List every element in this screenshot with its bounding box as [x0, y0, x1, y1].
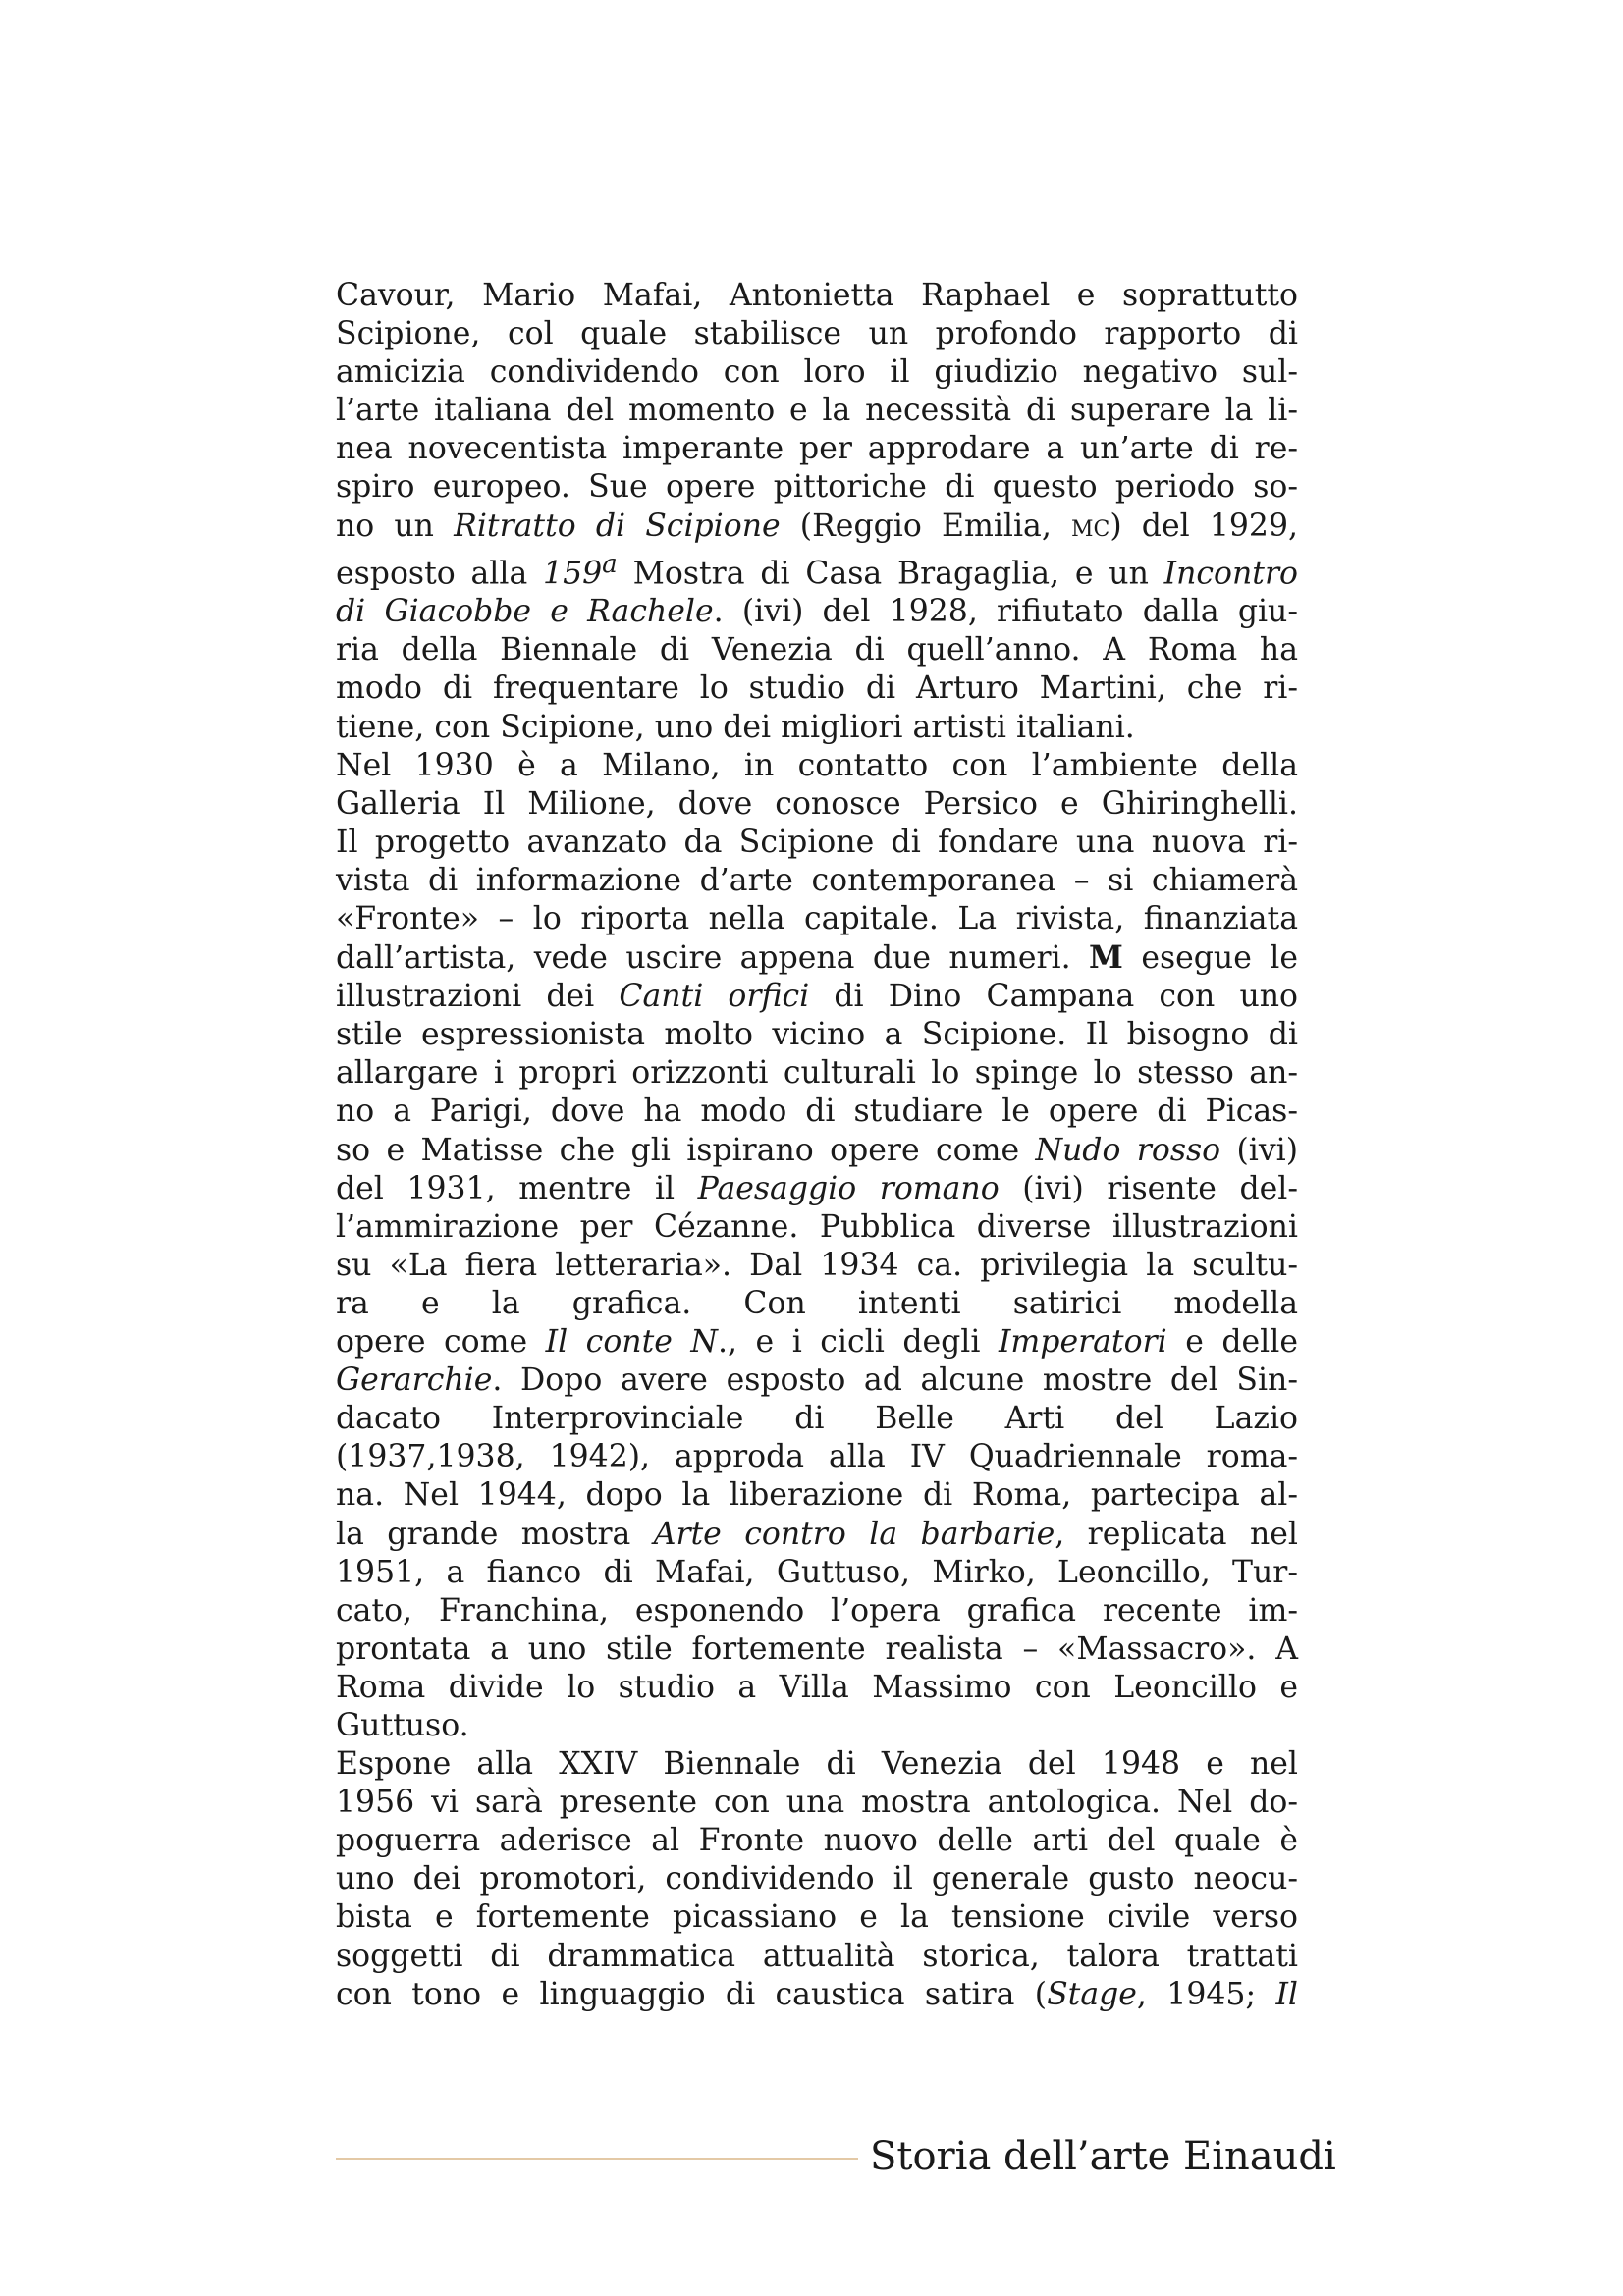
text-run: l’arte italiana del momento e la necessità di superare la li- — [336, 393, 1298, 429]
text-run: Cavour, Mario Mafai, Antonietta Raphael e soprattutto — [336, 278, 1298, 313]
text-line — [336, 1707, 1298, 1745]
text-run: con tono e linguaggio di caustica satira ( — [336, 1976, 1048, 2012]
text-run: nea novecentista imperante per approdare a un’arte di re- — [336, 431, 1298, 467]
text-line — [336, 1247, 1298, 1285]
text-run: prontata a uno stile fortemente realista – «Massacro». A — [336, 1630, 1298, 1667]
italic-title: Arte contro la barbarie — [653, 1516, 1055, 1552]
italic-title: 159 — [543, 556, 603, 592]
text-run: dall’artista, vede uscire appena due numeri. — [336, 940, 1090, 977]
text-run: «Fronte» – lo riporta nella capitale. La rivista, finanziata — [336, 901, 1298, 936]
text-line — [336, 1362, 1298, 1400]
text-line — [336, 353, 1298, 392]
text-run: su «La fiera letteraria». Dal 1934 ca. privilegia la scultu- — [336, 1247, 1298, 1283]
text-line — [336, 1132, 1298, 1170]
text-run: dacato Interprovinciale di Belle Arti del Lazio — [336, 1401, 1298, 1437]
text-line — [336, 1516, 1298, 1554]
text-line — [336, 1592, 1298, 1630]
text-run: soggetti di drammatica attualità storica, talora trattati — [336, 1938, 1298, 1974]
text-run: esegue le — [1122, 940, 1298, 977]
text-run: stile espressionista molto vicino a Scipione. Il bisogno di — [336, 1017, 1298, 1053]
text-line — [336, 900, 1298, 938]
text-run: Nel 1930 è a Milano, in contatto con l’ambiente della — [336, 747, 1298, 783]
text-run: ) del 1929, — [1109, 507, 1299, 544]
text-run: so e Matisse che gli ispirano opere come — [336, 1132, 1036, 1168]
ordinal-superscript: a — [602, 549, 618, 579]
text-run: spiro europeo. Sue opere pittoriche di questo periodo so- — [336, 469, 1298, 506]
italic-title: Incontro — [1163, 556, 1298, 592]
text-run: opere come — [336, 1324, 546, 1361]
italic-title: Nudo rosso — [1035, 1132, 1221, 1168]
text-run: na. Nel 1944, dopo la liberazione di Roma, partecipa al- — [336, 1477, 1298, 1514]
text-line — [336, 824, 1298, 862]
text-run: illustrazioni dei — [336, 979, 620, 1015]
text-line — [336, 546, 1298, 594]
text-run: l’ammirazione per Cézanne. Pubblica diverse illustrazioni — [336, 1208, 1298, 1245]
text-run: di Dino Campana con uno — [809, 979, 1298, 1015]
text-line — [336, 862, 1298, 900]
text-run: . (ivi) del 1928, rifiutato dalla giu- — [713, 594, 1298, 630]
text-line — [336, 277, 1298, 315]
text-run: . Dopo avere esposto ad alcune mostre del Sin- — [492, 1362, 1298, 1399]
italic-title: Paesaggio romano — [697, 1170, 1000, 1206]
text-line — [336, 593, 1298, 631]
text-line — [336, 1898, 1298, 1937]
footer-title: Storia dell’arte Einaudi — [870, 2134, 1336, 2179]
text-run: Il progetto avanzato da Scipione di fondare una nuova ri- — [336, 824, 1298, 860]
text-line — [336, 709, 1298, 747]
text-line — [336, 1438, 1298, 1476]
text-run: Galleria Il Milione, dove conosce Persico e Ghiringhelli. — [336, 785, 1298, 822]
text-line — [336, 1822, 1298, 1860]
text-run: (1937,1938, 1942), approda alla IV Quadriennale roma- — [336, 1439, 1298, 1475]
text-run: uno dei promotori, condividendo il generale gusto neocu- — [336, 1861, 1298, 1897]
text-run: allargare i propri orizzonti culturali lo spinge lo stesso an- — [336, 1055, 1298, 1092]
text-line — [336, 1630, 1298, 1669]
text-run: vista di informazione d’arte contemporanea – si chiamerà — [336, 862, 1298, 898]
italic-title: Ritratto di Scipione — [454, 507, 781, 544]
text-line — [336, 1554, 1298, 1592]
italic-title: Canti orfici — [619, 979, 810, 1015]
text-line — [336, 1860, 1298, 1898]
text-line — [336, 468, 1298, 507]
text-run: no a Parigi, dove ha modo di studiare le opere di Picas- — [336, 1094, 1298, 1130]
text-run: ria della Biennale di Venezia di quell’anno. A Roma ha — [336, 632, 1298, 668]
text-run: Roma divide lo studio a Villa Massimo con Leoncillo e — [336, 1669, 1298, 1705]
text-run: , 1945; — [1136, 1976, 1276, 2012]
text-run: modo di frequentare lo studio di Arturo Martini, che ri- — [336, 670, 1298, 707]
text-run: cato, Franchina, esponendo l’opera grafica recente im- — [336, 1592, 1298, 1629]
italic-title: Il — [1275, 1976, 1298, 2012]
text-line — [336, 315, 1298, 353]
italic-title: di Giacobbe e Rachele — [336, 594, 714, 630]
text-line — [336, 1476, 1298, 1515]
italic-title: Il conte N — [545, 1324, 718, 1361]
text-run: tiene, con Scipione, uno dei migliori artisti italiani. — [336, 709, 1135, 745]
text-run: Espone alla XXIV Biennale di Venezia del 1948 e nel — [336, 1746, 1298, 1783]
paragraph — [336, 277, 1298, 747]
text-line — [336, 1208, 1298, 1247]
text-line — [336, 1016, 1298, 1054]
italic-title: Imperatori — [998, 1324, 1167, 1361]
text-run: amicizia condividendo con loro il giudizio negativo sul- — [336, 354, 1298, 391]
text-line — [336, 978, 1298, 1016]
text-run: 1956 vi sarà presente con una mostra antologica. Nel do- — [336, 1785, 1298, 1821]
text-line — [336, 631, 1298, 669]
text-line — [336, 1976, 1298, 2014]
text-line — [336, 392, 1298, 430]
text-run: Scipione, col quale stabilisce un profondo rapporto di — [336, 316, 1298, 352]
text-line — [336, 938, 1298, 978]
text-line — [336, 1745, 1298, 1784]
text-run: (ivi) risente del- — [999, 1170, 1298, 1206]
text-run: la grande mostra — [336, 1516, 654, 1552]
text-line — [336, 1093, 1298, 1131]
text-run: no un — [336, 507, 455, 544]
text-run: poguerra aderisce al Fronte nuovo delle arti del quale è — [336, 1823, 1298, 1859]
text-run: ra e la grafica. Con intenti satirici modella — [336, 1285, 1298, 1321]
text-line — [336, 1669, 1298, 1707]
text-line — [336, 507, 1298, 546]
text-line — [336, 430, 1298, 468]
text-run: ., e i cicli degli — [717, 1324, 999, 1361]
text-line — [336, 1784, 1298, 1822]
text-line — [336, 785, 1298, 824]
text-run: , replicata nel — [1055, 1516, 1298, 1552]
text-line — [336, 1323, 1298, 1362]
author-initial: M — [1089, 939, 1123, 977]
text-line — [336, 1054, 1298, 1093]
text-line — [336, 1400, 1298, 1438]
italic-title: Gerarchie — [336, 1362, 493, 1399]
text-line — [336, 669, 1298, 708]
text-line — [336, 1170, 1298, 1208]
paragraph — [336, 747, 1298, 1745]
small-caps-abbrev: mc — [1071, 507, 1110, 544]
text-run: (Reggio Emilia, — [780, 507, 1071, 544]
text-line — [336, 747, 1298, 785]
body-text — [336, 277, 1298, 2014]
text-line — [336, 1285, 1298, 1323]
text-run: del 1931, mentre il — [336, 1170, 698, 1206]
text-line — [336, 1938, 1298, 1976]
text-run: Guttuso. — [336, 1707, 469, 1743]
text-run: esposto alla — [336, 556, 544, 592]
paragraph — [336, 1745, 1298, 2014]
text-run: bista e fortemente picassiano e la tensione civile verso — [336, 1899, 1298, 1936]
italic-title: Stage — [1047, 1976, 1137, 2012]
text-run: (ivi) — [1220, 1132, 1299, 1168]
text-run: Mostra di Casa Bragaglia, e un — [617, 556, 1164, 592]
footer-rule — [336, 2158, 858, 2160]
text-run: 1951, a fianco di Mafai, Guttuso, Mirko, Leoncillo, Tur- — [336, 1554, 1298, 1590]
text-run: e delle — [1166, 1324, 1298, 1361]
